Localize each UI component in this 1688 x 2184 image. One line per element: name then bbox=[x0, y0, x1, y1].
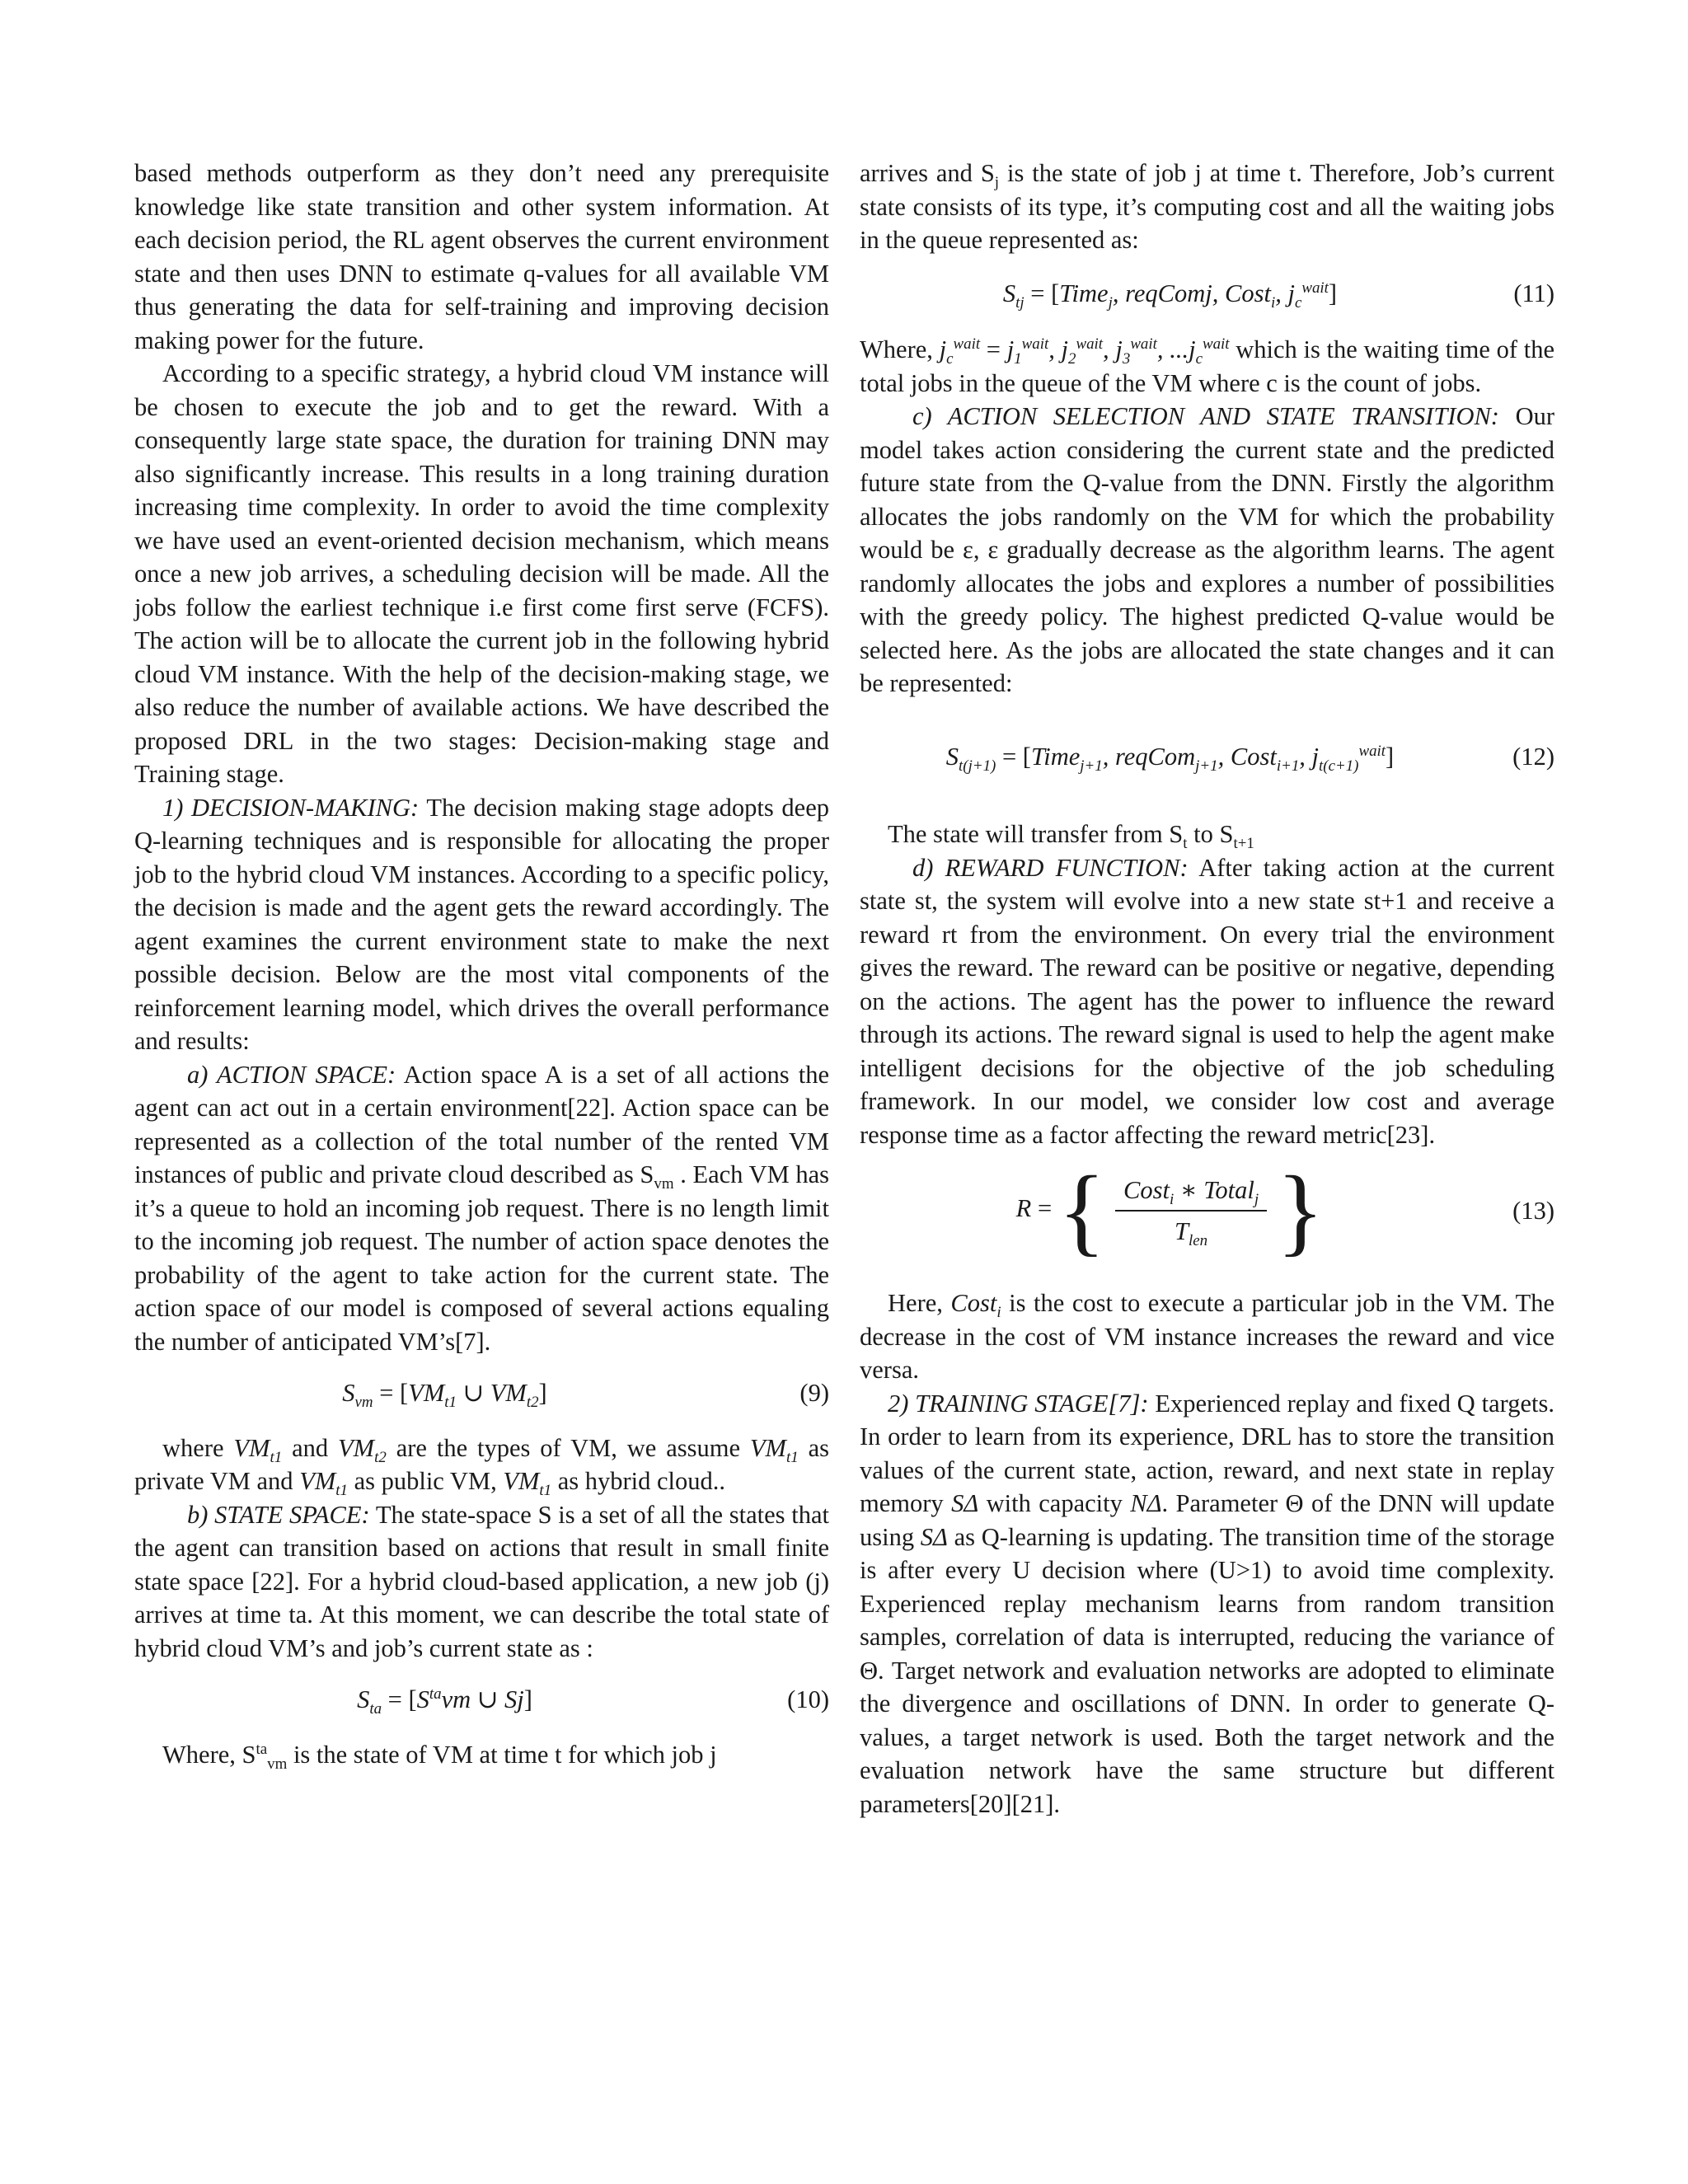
equation-number: (10) bbox=[787, 1685, 829, 1713]
vm-types-paragraph: where $VM_{t1}$ and $VM_{t2}$ are the types of VM, we assume $VM_{t1}$ as private VM and $VM_{t1}$ as public VM, $VM_{t1}$ as hybrid cloud.. bbox=[134, 1433, 829, 1500]
right-column bbox=[860, 157, 1554, 1821]
equation-body: $S_{vm} = [VM_{t1}$ ∪ $VM_{t2}$] bbox=[342, 1379, 547, 1412]
decision-making-section bbox=[134, 791, 829, 1058]
subsection-heading: c) ACTION SELECTION AND STATE TRANSITION: bbox=[912, 402, 1499, 430]
reward-function-section: d) REWARD FUNCTION: After taking action at the current state st, the system will evolve into a new state st+1 and receive a reward rt from the environment. On every trial the environment gives the reward. The reward can be positive or negative, depending on the actions. The agent has the power to influence the reward through its actions. The reward signal is used to help the agent make intelligent decisions for the objective of the job scheduling framework. In our model, we consider low cost and average response time as a factor affecting the reward metric[23]. bbox=[860, 853, 1554, 1149]
equation-10 bbox=[134, 1683, 829, 1717]
section-text: The decision making stage adopts deep Q-learning techniques and is responsible for allocating the proper job to the hybrid cloud VM instances. According to a specific policy, the decision is made and the agent gets the reward accordingly. The agent examines the current environment state to make the next possible decision. Below are the most vital components of the reinforcement learning model, which drives the overall performance and results: bbox=[134, 793, 830, 1055]
action-space-section: a) ACTION SPACE: Action space A is a set of all actions the agent can act out in a certain environment[22]. Action space can be represented as a collection of the total number of the rented VM instances of public and private cloud described as $S_{vm}$ . Each VM has it’s a queue to hold an incoming job request. There is no length limit to the incoming job request. The number of action space denotes the probability of the agent to take action for the current state. The action space of our model is composed of several actions equaling the number of anticipated VM’s[7]. bbox=[134, 1060, 829, 1356]
equation-11 bbox=[860, 277, 1554, 311]
paragraph: According to a specific strategy, a hybrid cloud VM instance will be chosen to execute the job and to get the reward. With a consequently large state space, the duration for training DNN may also significantly increase. This results in a long training duration increasing time complexity. In order to avoid the time complexity we have used an event-oriented decision mechanism, which means once a new job arrives, a scheduling decision will be made. All the jobs follow the earliest technique i.e first come first serve (FCFS). The action will be to allocate the current job in the following hybrid cloud VM instance. With the help of the decision-making stage, we also reduce the number of available actions. We have described the proposed DRL in the two stages: Decision-making stage and Training stage. bbox=[134, 359, 829, 788]
equation-9 bbox=[134, 1376, 829, 1410]
equation-body: R = { $\frac{Cost_i ∗ Total_j}{T_{len}}$ } bbox=[1015, 1155, 1325, 1265]
paragraph: The state will transfer from $S_t$ to $S_{t+1}$ bbox=[888, 820, 1254, 853]
paragraph: Here, Cost$_i$ is the cost to execute a particular job in the VM. The decrease in the cost of VM instance increases the reward and vice versa. bbox=[860, 1289, 1554, 1384]
equation-13 bbox=[860, 1155, 1554, 1265]
equation-body: $S_{ta} = [S^{ta}vm$ ∪ Sj] bbox=[357, 1685, 532, 1718]
subsection-heading: b) STATE SPACE: bbox=[187, 1500, 370, 1529]
equation-body: $S_{tj}$ = [Time$_j$, reqComj, Cost$_i$, $j_c^{wait}$] bbox=[1002, 279, 1338, 312]
action-selection-section: c) ACTION SELECTION AND STATE TRANSITION: Our model takes action considering the current state and the predicted future state from the Q-value from the DNN. Firstly the algorithm allocates the jobs randomly on the VM for which the probability would be ε, ε gradually decrease as the algorithm learns. The agent randomly allocates the jobs and explores a number of possibilities with the greedy policy. The highest predicted Q-value would be selected here. As the jobs are allocated the state changes and it can be represented: bbox=[860, 402, 1554, 697]
equation-number: (9) bbox=[799, 1379, 829, 1407]
equation-number: (12) bbox=[1512, 742, 1554, 771]
equation-number: (11) bbox=[1513, 279, 1554, 307]
subsection-heading: a) ACTION SPACE: bbox=[187, 1060, 396, 1089]
state-space-section: b) STATE SPACE: The state-space S is a set of all the states that the agent can transition based on actions that result in small finite state space [22]. For a hybrid cloud-based application, a new job (j) arrives at time ta. At this moment, we can describe the total state of hybrid cloud VM’s and job’s current state as : bbox=[134, 1500, 829, 1662]
paragraph: arrives and $S_j$ is the state of job j at time t. Therefore, Job’s current state consists of its type, it’s computing cost and all the waiting jobs in the queue represented as: bbox=[860, 159, 1554, 254]
training-stage-section: 2) TRAINING STAGE[7]: Experienced replay and fixed Q targets. In order to learn from its experience, DRL has to store the transition values of the current state, action, reward, and next state in replay memory SΔ with capacity NΔ. Parameter Θ of the DNN will update using SΔ as Q-learning is updating. The transition time of the storage is after every U decision where (U>1) to avoid time complexity. Experienced replay mechanism learns from random transition samples, correlation of data is interrupted, reducing the variance of Θ. Target network and evaluation networks are adopted to eliminate the divergence and oscillations of DNN. In order to generate Q-values, a target network is used. Both the target network and the evaluation network have the same structure but different parameters[20][21]. bbox=[860, 1389, 1555, 1818]
paragraph: based methods outperform as they don’t need any prerequisite knowledge like state transition and other system information. At each decision period, the RL agent observes the current environment state and then uses DNN to estimate q-values for all available VM thus generating the data for self-training and improving decision making power for the future. bbox=[134, 159, 829, 354]
paragraph: Where, $S^{ta}_{vm}$ is the state of VM at time t for which job j bbox=[162, 1740, 717, 1773]
section-heading: 2) TRAINING STAGE[7]: bbox=[888, 1389, 1149, 1418]
subsection-heading: d) REWARD FUNCTION: bbox=[912, 853, 1189, 882]
paragraph: Where, $j_c^{wait} = j_1^{wait}$, $j_2^{wait}$, $j_3^{wait}$, $...j_c^{wait}$ which is the waiting time of the total jobs in the queue of the VM where c is the count of jobs. bbox=[860, 335, 1554, 397]
equation-12 bbox=[860, 740, 1554, 774]
section-heading: 1) DECISION-MAKING: bbox=[162, 793, 420, 822]
equation-body: $S_{t(j+1)}$ = [Time$_{j+1}$, reqCom$_{j+1}$, Cost$_{i+1}$, $j_{t(c+1)}^{wait}$] bbox=[945, 742, 1395, 775]
equation-number: (13) bbox=[1512, 1196, 1554, 1225]
left-column bbox=[134, 157, 829, 1771]
